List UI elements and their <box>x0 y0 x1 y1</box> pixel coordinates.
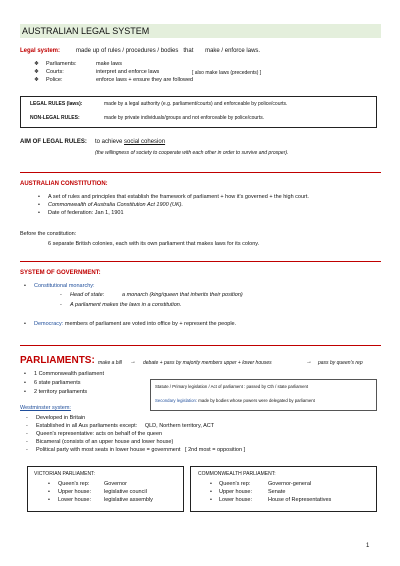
section-rule <box>20 345 381 346</box>
constitution-bullet: Date of federation: Jan 1, 1901 <box>48 210 124 216</box>
legislation-line-1: Statute / Primary legislation / Act of parliament : passed by Cth / state parliament <box>155 384 309 389</box>
commonwealth-key: Queen's rep: <box>219 481 251 487</box>
commonwealth-key: Lower house: <box>219 497 253 503</box>
bullet-icon: • <box>48 489 50 495</box>
page-title: AUSTRALIAN LEGAL SYSTEM <box>22 26 150 36</box>
victorian-key: Queen's rep: <box>58 481 90 487</box>
bullet-icon: • <box>48 497 50 503</box>
bullet-icon: • <box>38 202 40 208</box>
bullet-icon: • <box>24 283 26 289</box>
bullet-icon: • <box>210 481 212 487</box>
item-note: [ also make laws (precedents) ] <box>192 70 262 76</box>
head-of-state-label: Head of state: <box>70 292 105 298</box>
government-heading: SYSTEM OF GOVERNMENT: <box>20 270 101 276</box>
diamond-bullet-icon: ❖ <box>34 61 39 67</box>
legislation-line-2: Secondary legislation: made by bodies whose powers were delegated by parliament <box>155 398 315 403</box>
item-desc: make laws <box>96 61 122 67</box>
arrow-icon: → <box>130 359 136 365</box>
westminster-label: Westminster system: <box>20 405 71 411</box>
monarchy-label: Constitutional monarchy: <box>34 283 95 289</box>
parliament-count: 2 territory parliaments <box>34 389 88 395</box>
legal-system-label: Legal system: <box>20 48 61 54</box>
democracy-line: Democracy: members of parliament are voted into office by + represent the people. <box>34 321 237 327</box>
before-constitution-label: Before the constitution: <box>20 231 77 237</box>
parliament-count: 6 state parliaments <box>34 380 81 386</box>
monarchy-subtext: A parliament makes the laws in a constitution. <box>70 302 182 308</box>
page-number: 1 <box>366 543 370 549</box>
victorian-title: VICTORIAN PARLIAMENT: <box>34 471 95 477</box>
victorian-key: Lower house: <box>58 497 92 503</box>
commonwealth-value: Senate <box>268 489 286 495</box>
item-name: Parliaments: <box>46 61 77 67</box>
arrow-icon: → <box>306 359 312 365</box>
victorian-value: Governor <box>104 481 127 487</box>
constitution-bullet: Commonwealth of Australia Constitution Act 1900 (UK). <box>48 202 184 208</box>
nonlegal-rules-text: made by private individuals/groups and not enforceable by police/courts. <box>104 115 265 121</box>
before-constitution-text: 6 separate British colonies, each with its own parliament that makes laws for its colony. <box>48 241 260 247</box>
parliament-count: 1 Commonwealth parliament <box>34 371 105 377</box>
commonwealth-value: House of Representatives <box>268 497 332 503</box>
item-name: Police: <box>46 77 63 83</box>
dash-icon: - <box>26 447 28 453</box>
commonwealth-title: COMMONWEALTH PARLIAMENT: <box>198 471 276 477</box>
bullet-icon: • <box>210 497 212 503</box>
westminster-item: Developed in Britain <box>36 415 86 421</box>
bullet-icon: • <box>24 380 26 386</box>
aim-label: AIM OF LEGAL RULES: <box>20 139 87 145</box>
dash-icon: - <box>60 292 62 298</box>
bullet-icon: • <box>38 210 40 216</box>
item-name: Courts: <box>46 69 64 75</box>
bullet-icon: • <box>38 194 40 200</box>
victorian-key: Upper house: <box>58 489 92 495</box>
nonlegal-rules-label: NON-LEGAL RULES: <box>30 115 80 121</box>
dash-icon: - <box>26 439 28 445</box>
westminster-item: Bicameral (consists of an upper house and lower house) <box>36 439 174 445</box>
item-desc: interpret and enforce laws <box>96 69 160 75</box>
head-of-state-text: a monarch (king/queen that inherits their position) <box>122 292 243 298</box>
aim-subtext: (the willingness of society to cooperate with each other in order to survive and prosper). <box>95 150 289 156</box>
bullet-icon: • <box>24 321 26 327</box>
process-step-3: pass by queen's rep <box>318 360 363 366</box>
diamond-bullet-icon: ❖ <box>34 77 39 83</box>
dash-icon: - <box>26 423 28 429</box>
legal-system-text: made up of rules / procedures / bodies that make / enforce laws. <box>76 48 261 54</box>
item-desc: enforce laws + ensure they are followed <box>96 77 194 83</box>
section-rule <box>20 172 381 173</box>
diamond-bullet-icon: ❖ <box>34 69 39 75</box>
section-rule <box>20 261 381 262</box>
legal-rules-label: LEGAL RULES (laws): <box>30 101 83 107</box>
bullet-icon: • <box>24 389 26 395</box>
parliaments-heading: PARLIAMENTS: <box>20 355 95 366</box>
process-step-2: debate + pass by majority members upper + lower houses <box>143 360 272 366</box>
commonwealth-value: Governor-general <box>268 481 312 487</box>
westminster-item: Political party with most seats in lower house = government [ 2nd most = opposition ] <box>36 447 246 453</box>
constitution-heading: AUSTRALIAN CONSTITUTION: <box>20 181 108 187</box>
dash-icon: - <box>26 431 28 437</box>
bullet-icon: • <box>48 481 50 487</box>
dash-icon: - <box>60 302 62 308</box>
westminster-item: Queen's representative: acts on behalf of the queen <box>36 431 163 437</box>
legal-rules-text: made by a legal authority (e.g. parliament/courts) and enforceable by police/courts. <box>104 101 288 107</box>
process-step-1: make a bill <box>98 360 122 366</box>
victorian-value: legislative assembly <box>104 497 153 503</box>
bullet-icon: • <box>210 489 212 495</box>
constitution-bullet: A set of rules and principles that establish the framework of parliament + how it's governed + the high court. <box>48 194 309 200</box>
westminster-item: Established in all Aus parliaments except: QLD, Northern territory, ACT <box>36 423 215 429</box>
commonwealth-key: Upper house: <box>219 489 253 495</box>
victorian-value: legislative council <box>104 489 147 495</box>
bullet-icon: • <box>24 371 26 377</box>
aim-text: to achieve social cohesion <box>95 139 166 145</box>
dash-icon: - <box>26 415 28 421</box>
